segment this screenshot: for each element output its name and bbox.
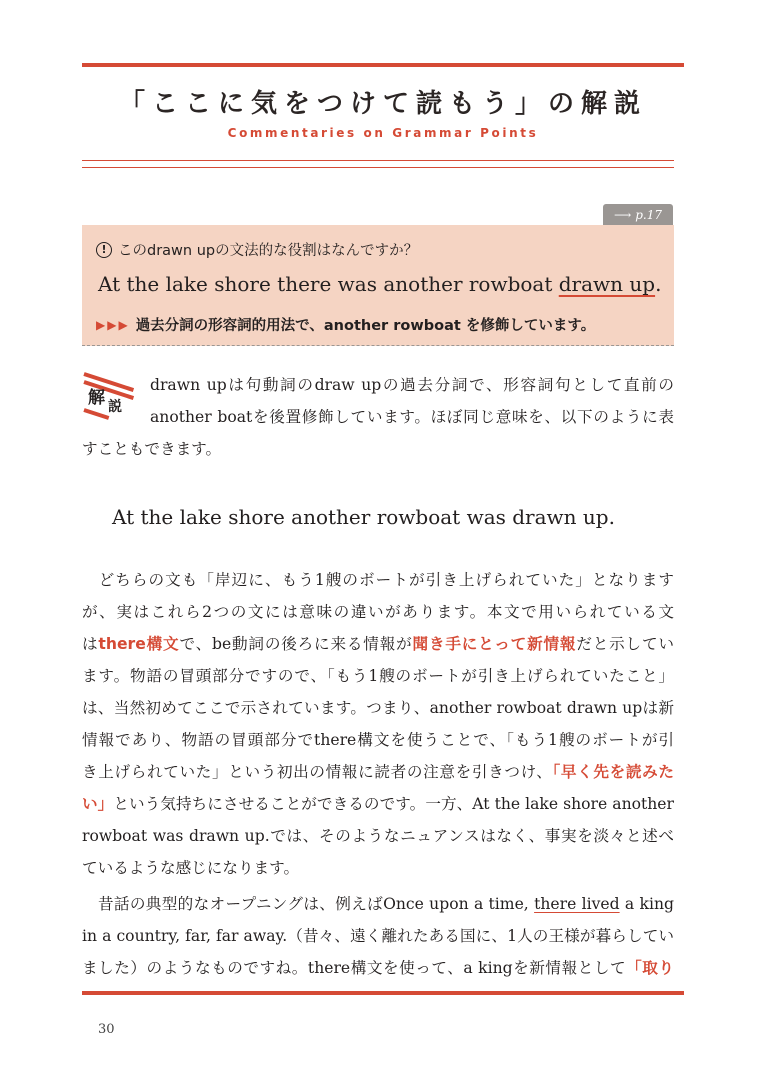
top-rule [82,63,684,67]
text-span: ました）のようなものですね。there構文を使って、a kingを新情報として [82,959,627,977]
page-reference-tab [603,204,673,225]
text-span: で、be動詞の後ろに来る情報が [179,635,413,653]
example-underlined: drawn up [558,272,656,296]
highlight-red: 「早く先を読みた [552,763,674,781]
text-line: rowboat was drawn up.では、そのようなニュアンスはなく、事実を淡々と述べ [82,827,674,845]
commentary-badge [82,368,140,420]
answer-text: 過去分詞の形容詞的用法で、another rowboat を修飾しています。 [135,318,596,334]
text-span: は [82,635,99,653]
example-sentence [98,272,661,296]
text-line: ているような感じになります。 [82,859,300,877]
text-line: どちらの文も「岸辺に、もう1艘のボートが引き上げられていた」となります [82,571,674,589]
text-line [82,953,674,983]
text-line [82,629,674,659]
highlight-red: い」 [82,795,114,813]
text-span: a king [619,895,674,913]
question-text: このdrawn upの文法的な役割はなんですか？ [118,243,419,259]
highlight-red: 「取り [626,959,674,977]
underlined-phrase: there lived [534,895,620,913]
highlight-red: there構文 [98,635,180,653]
text-line: ます。物語の冒頭部分ですので、「もう1艘のボートが引き上げられていたこと」 [82,667,674,685]
exclamation-circle-icon: ! [96,242,112,258]
highlight-red: 聞き手にとって新情報 [412,635,577,653]
text-span: だと示してい [576,635,674,653]
example-period: . [655,272,662,296]
text-span: き上げられていた」という初出の情報に読者の注意を引きつけ、 [82,763,553,781]
text-line: 情報であり、物語の冒頭部分でthere構文を使うことで、「もう1艘のボートが引 [82,731,674,749]
text-span: という気持ちにさせることができるのです。一方、At the lake shore another [113,795,674,813]
example-sentence-2: At the lake shore another rowboat was drawn up. [112,505,615,529]
text-line [82,889,674,919]
triangles-icon: ▶▶▶ [96,317,130,332]
page-number: 30 [98,1022,115,1037]
text-line: すこともできます。 [82,440,222,458]
bottom-rule [82,991,684,995]
badge-char-1: 解 [88,388,105,408]
text-line: another boatを後置修飾しています。ほぼ同じ意味を、以下のように表 [150,408,674,426]
badge-stripe [83,408,109,420]
divider [82,160,674,161]
badge-char-2: 説 [108,399,122,415]
divider [82,167,674,168]
text-line: は、当然初めてここで示されています。つまり、another rowboat drawn upは新 [82,699,674,717]
text-line: が、実はこれら2つの文には意味の違いがあります。本文で用いられている文 [82,603,674,621]
answer-line [96,314,595,335]
question-box [82,225,674,346]
arrow-right-icon: ⟶ [614,207,632,222]
page-title: 「ここに気をつけて読もう」の解説 [118,89,647,119]
text-line [82,789,674,819]
example-text: At the lake shore there was another rowboat [98,272,559,296]
text-span: 昔話の典型的なオープニングは、例えばOnce upon a time, [82,895,535,913]
page-subtitle: Commentaries on Grammar Points [227,126,539,140]
text-line: drawn upは句動詞のdraw upの過去分詞で、形容詞句として直前の [150,376,674,394]
question-line [96,239,418,260]
text-line [82,757,674,787]
page-reference-label: p.17 [635,207,662,222]
text-line: in a country, far, far away.（昔々、遠く離れたある国に、1人の王様が暮らしてい [82,927,674,945]
